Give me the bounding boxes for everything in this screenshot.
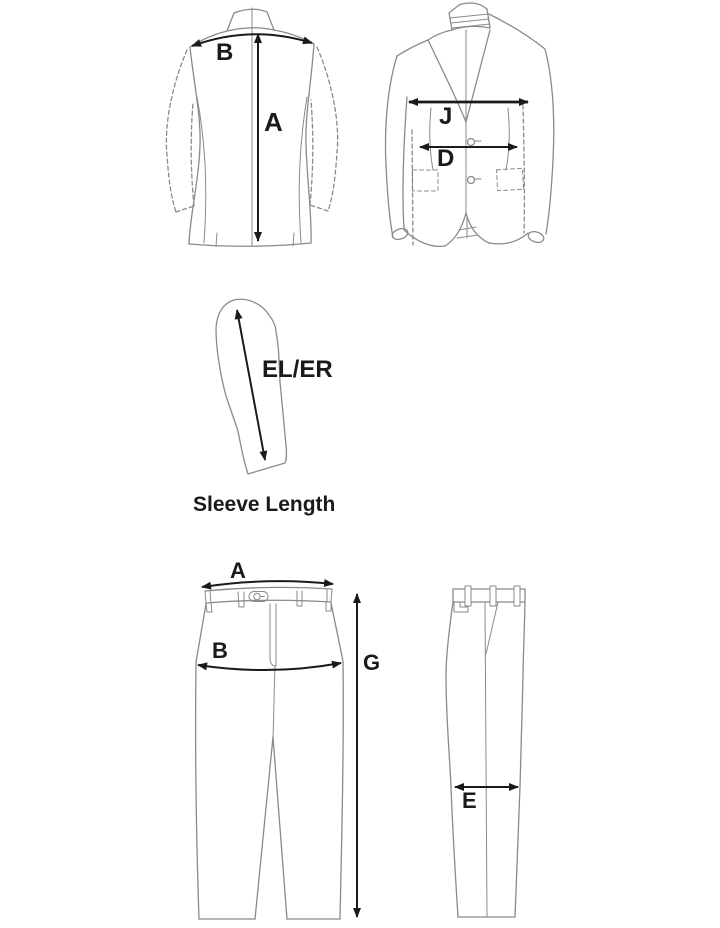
trousers-front-right-end-loop [326,602,331,611]
jacket-front-left-sleeve-outer [385,56,397,237]
sleeve-caption: Sleeve Length [193,493,336,516]
trousers-front-center-seam [273,666,275,737]
back-length-label: A [264,107,283,137]
jacket-front-hem-gap-hatch [457,215,478,238]
trousers-waist-label: A [230,558,246,583]
trousers-front-button [254,593,260,599]
trousers-side-pocket-line [486,602,498,654]
shoulder-width-label: B [216,39,234,66]
trousers-outseam-label: G [363,650,381,675]
trousers-hip-label: B [212,638,228,663]
jacket-back-right-sleeve [310,47,338,211]
trousers-front-waistband-bottom [206,600,331,603]
jacket-front-left-hem [404,230,445,246]
jacket-front-right-sleeve-inner [523,105,524,233]
sleeve-length-label: EL/ER [262,356,333,383]
trousers-side-belt-loop-2 [490,586,496,606]
jacket-back-left-vent [216,233,217,246]
trousers-front-right-outseam [331,603,343,919]
trousers-side-front-edge [446,602,458,917]
jacket-front-left-panel-line [412,130,413,245]
jacket-front-left-cuff [391,227,409,241]
waist-width-label: D [437,145,455,172]
jacket-front-right-pocket [496,168,523,190]
trousers-side-belt-loop-3 [514,586,520,606]
jacket-back-collar [227,9,274,31]
trousers-front-fly [270,604,276,666]
trousers-hip-arrow [198,663,341,670]
jacket-back-right-side [306,44,314,243]
jacket-front-right-shoulder [489,14,545,49]
jacket-front-collar-hatch [450,14,490,28]
chest-width-label: J [439,103,453,130]
jacket-front-right-hem [489,233,528,244]
jacket-back-right-panel-seam [299,97,307,243]
jacket-front-right-lapel [466,30,490,122]
knee-width-label: E [462,788,477,813]
sleeve-figure [193,299,335,516]
trousers-front-waistband-left-cap [205,591,211,603]
jacket-front-left-sleeve-inner [403,97,407,228]
trousers-front-left-belt-loop [238,592,244,607]
jacket-back-left-side [189,47,200,244]
trousers-front-right-belt-loop [297,591,302,606]
trousers-front-left-outseam [196,604,206,919]
trousers-waist-arrow [202,581,333,587]
jacket-front-right-cuff [527,230,545,244]
trousers-front-waistband-right-cap [327,589,332,602]
trousers-front-waistband-top [205,587,332,591]
jacket-front-left-dart [430,108,433,170]
jacket-front-bottom-button [468,177,475,184]
trousers-front-figure [196,558,381,919]
sleeve-length-arrow [237,310,265,460]
jacket-front-figure [385,3,553,246]
jacket-front-right-sleeve-outer [545,49,554,234]
jacket-front-left-shoulder [397,30,452,56]
jacket-front-top-button [468,139,475,146]
trousers-front-right-inseam [273,737,287,919]
jacket-front-right-dart [506,108,509,170]
trousers-side-belt-loop-1 [465,586,471,606]
jacket-back-figure [166,8,337,246]
trousers-side-back-edge [515,602,525,917]
trousers-front-left-end-loop [206,603,212,612]
jacket-back-left-sleeve [166,50,194,212]
trousers-front-left-inseam [255,737,273,919]
jacket-front-left-pocket [413,170,439,191]
trousers-side-figure [446,586,525,917]
